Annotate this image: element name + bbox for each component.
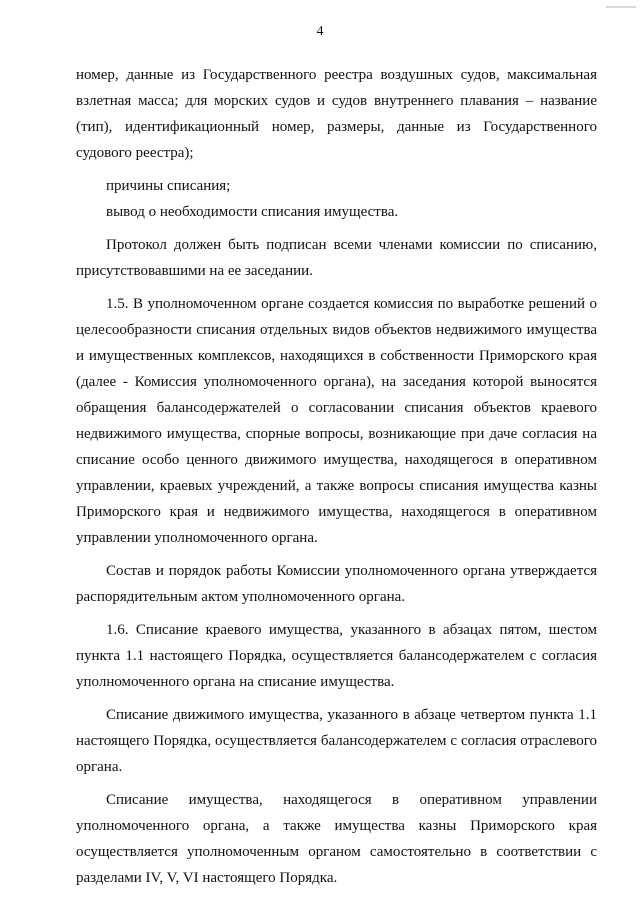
paragraph-movable-property: Списание движимого имущества, указанного в абзаце четвертом пункта 1.1 настоящего Порядка, осуществляется балансодержателем с согласия отраслевого органа. [76,707,597,775]
paragraph-section-1-6: 1.6. Списание краевого имущества, указанного в абзацах пятом, шестом пункта 1.1 настоящего Порядка, осуществляется балансодержателем с согласия уполномоченного органа на списание имущества. [76,622,597,690]
document-body [76,62,597,891]
paragraph-vessel-data: номер, данные из Государственного реестра воздушных судов, максимальная взлетная масса; для морских судов и судов внутреннего плавания – название (тип), идентификационный номер, размеры, данные из Государственного судового реестра); [76,67,597,161]
paragraph-commission-composition: Состав и порядок работы Комиссии уполномоченного органа утверждается распорядительным актом уполномоченного органа. [76,563,597,605]
page-number: 4 [316,24,324,39]
paragraph-operative-management: Списание имущества, находящегося в оперативном управлении уполномоченного органа, а также имущества казны Приморского края осуществляется уполномоченным органом самостоятельно в соответствии с разделами IV, V, VI настоящего Порядка. [76,792,597,886]
paragraph-section-1-5: 1.5. В уполномоченном органе создается комиссия по выработке решений о целесообразности списания отдельных видов объектов недвижимого имущества и имущественных комплексов, находящихся в собственности Приморского края (далее - Комиссия уполномоченного органа), на заседания которой выносятся обращения балансодержателей о согласовании списания объектов краевого недвижимого имущества, спорные вопросы, возникающие при даче согласия на списание особо ценного движимого имущества, находящегося в оперативном управлении, краевых учреждений, а также вопросы списания имущества казны Приморского края и недвижимого имущества, находящегося в оперативном управлении уполномоченного органа. [76,296,597,546]
paragraph-protocol: Протокол должен быть подписан всеми членами комиссии по списанию, присутствовавшими на ее заседании. [76,237,597,279]
paragraph-reasons: причины списания; [106,178,231,194]
scan-corner-mark [606,6,636,8]
paragraph-conclusion: вывод о необходимости списания имущества. [106,204,399,220]
